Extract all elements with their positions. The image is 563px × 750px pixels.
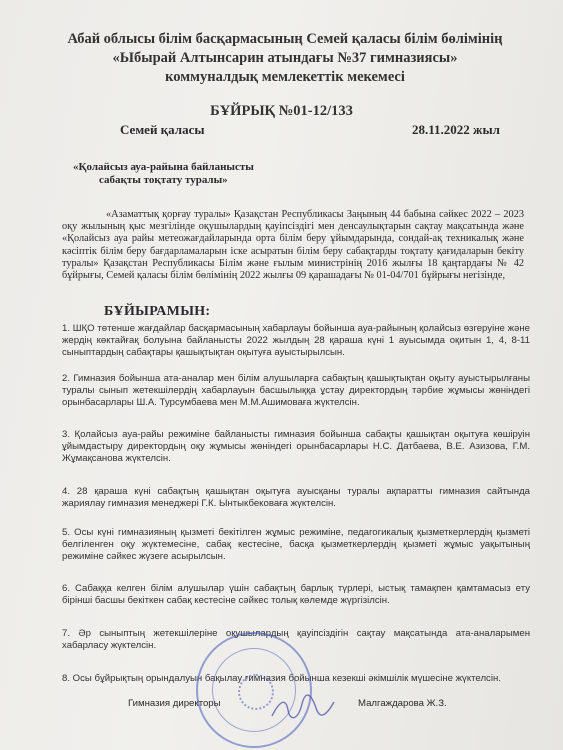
header-line-2: «Ыбырай Алтынсарин атындағы №37 гимназиясы»: [112, 50, 458, 66]
preamble: [62, 209, 524, 282]
header-line-3: коммуналдық мемлекеттік мекемесі: [165, 69, 405, 85]
order-city: Семей қаласы: [120, 122, 205, 137]
order-item-7: 7. Әр сыныптың жетекшілеріне оқушылардың қауіпсіздігін сақтау мақсатында ата-аналарымен хабарласу жүктелсін.: [62, 628, 530, 651]
subject-line-1: «Қолайсыз ауа-райына байланысты: [73, 161, 254, 173]
subject-line-2: сабақты тоқтату туралы»: [99, 174, 228, 186]
order-subject: [73, 161, 254, 187]
order-item-6: 6. Сабаққа келген білім алушылар үшін сабақтың барлық түрлері, ыстық тамақпен қамтамасыз ету бірінші басшы бекіткен сабақ кестесіне сәйкес толық көлемде жүргізілсін.: [62, 583, 530, 606]
preamble-text: «Азаматтық қорғау туралы» Қазақстан Республикасы Заңының 44 бабына сәйкес 2022 – 2023 оқу жылының қыс мезгілінде оқушылардың қауіпсіздігі мен денсаулықтарын сақтау мақсатында және «Қолайсыз ауа райы метеожағдайларында орта білім беру ұйымдарында, сондай-ақ техникалық және кәсіптік білім беру бағдарламаларын іске асыратын білім беру сабақтарды тоқтату қағидаларын бекіту туралы» Қазақстан Республикасы Білім және ғылым министрінің 2016 жылғы 18 қаңтардағы № 42 бұйрығы, Семей қаласы білім бөлімінің 2022 жылғы 09 қарашадағы № 01-04/701 бұйрығы негізінде,: [62, 209, 524, 282]
order-item-2: 2. Гимназия бойынша ата-аналар мен білім алушыларға сабақтың қашықтықтан оқыту ауыстырылғаны туралы сынып жетекшілердің хабарлауын басшылыққа ұстау директордың тәрбие жұмысы жөніндегі орынбасарлары Ш.А. Турсумбаева мен М.М.Ашимоваға жүктелсін.: [62, 373, 530, 408]
order-item-4: 4. 28 қараша күні сабақтың қашықтан оқытуға ауысқаны туралы ақпаратты гимназия сайтында жариялау гимназия менеджері Г.К. Ынтыкбековаға жүктелсін.: [62, 486, 530, 509]
handwritten-signature: [268, 690, 338, 724]
order-date: 28.11.2022 жыл: [412, 122, 500, 137]
decree-heading: БҰЙЫРАМЫН:: [104, 304, 211, 319]
header-line-1: Абай облысы білім басқармасының Семей қаласы білім бөлімінің: [67, 31, 503, 47]
order-item-3: 3. Қолайсыз ауа-райы режиміне байланысты гимназия бойынша сабақты қашықтан оқытуға көшіруін ұйымдастыру директордың оқу жұмысы жөніндегі орынбасарлары Н.С. Датбаева, В.Е. Азизова, Г.М. Жұмақсанова жүктелсін.: [62, 429, 530, 464]
signatory-name: Малгаждарова Ж.З.: [358, 698, 447, 709]
order-title: БҰЙРЫҚ №01-12/133: [210, 103, 353, 119]
order-item-5: 5. Осы күні гимназияның қызметі бекітілген жұмыс режиміне, педагогикалық қызметкерлердің қызметі белгіленген оқу жүктемесіне, сабақ кестесіне, басқа қызметкерлердің қызметі жұмыс уақытының режиміне сәйкес жүзеге асырылсын.: [62, 527, 530, 562]
order-item-1: 1. ШҚО төтенше жағдайлар басқармасының хабарлауы бойынша ауа-райының қолайсыз өзгеруіне және жердің көктайғақ болуына байланысты 2022 жылдың 28 қараша күні 1 ауысымда оқитын 1, 4, 8-11 сыныптардың сабақтары қашықтықтан оқытуға ауыстырылсын.: [62, 323, 530, 358]
signatory-title: Гимназия директоры: [128, 698, 221, 709]
order-item-8: 8. Осы бұйрықтың орындалуын бақылау гимназия бойынша кезекші әкімшілік мүшесіне жүктелсін.: [62, 673, 501, 684]
institution-header: [40, 30, 530, 87]
